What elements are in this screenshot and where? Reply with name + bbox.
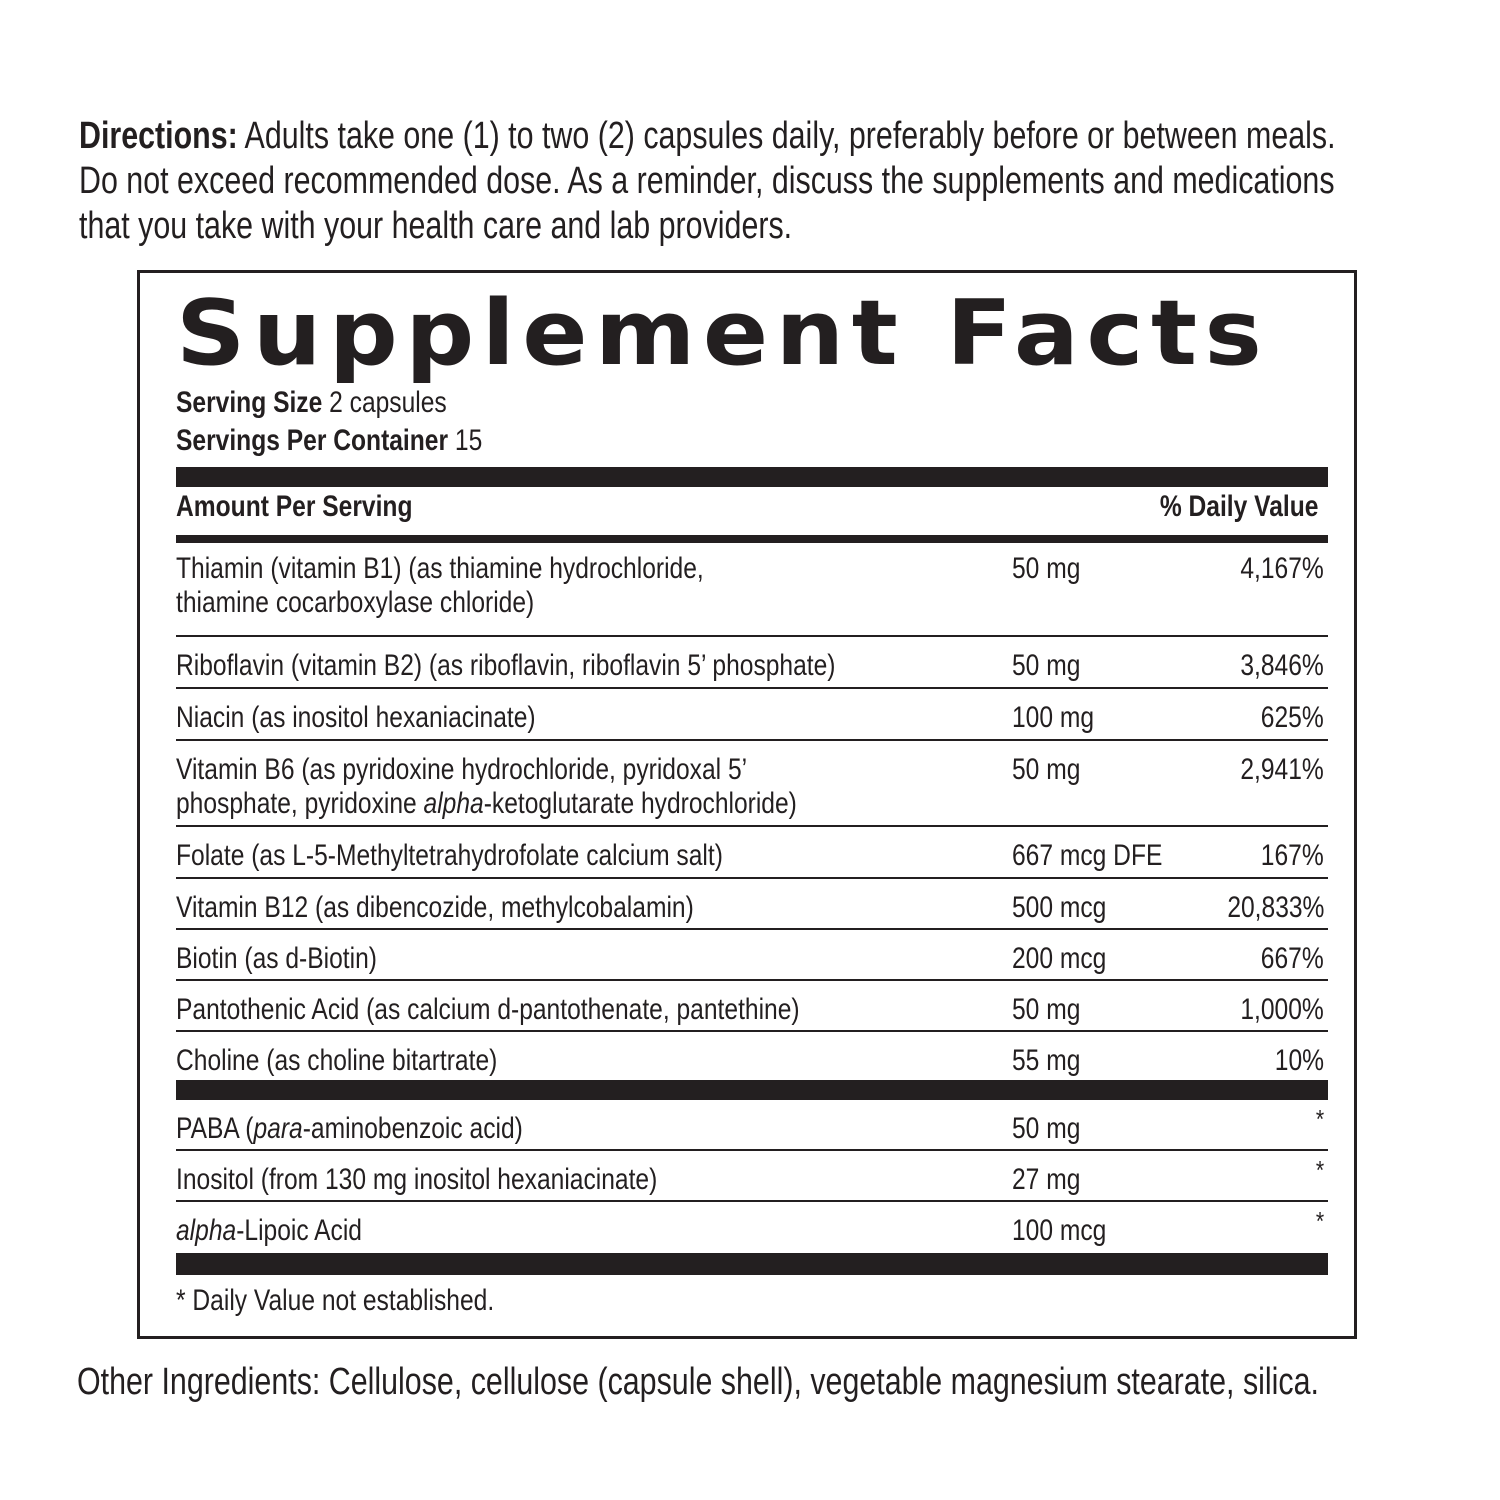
nutrient-dv: 625% — [1261, 701, 1324, 734]
nutrient-name-line: thiamine cocarboxylase chloride) — [176, 586, 535, 619]
nutrient-name-part: -ketoglutarate hydrochloride) — [483, 787, 797, 820]
nutrient-amount: 100 mg — [1012, 701, 1095, 734]
table-row — [176, 827, 1328, 879]
nutrient-amount: 50 mg — [1012, 753, 1081, 786]
nutrient-amount: 50 mg — [1012, 1112, 1081, 1145]
nutrient-name-line — [176, 787, 797, 821]
table-row — [176, 1100, 1328, 1151]
nutrient-dv: 2,941% — [1240, 753, 1324, 786]
servings-per-container-label: Servings Per Container — [176, 424, 449, 457]
other-ingredients-table — [176, 1100, 1328, 1252]
nutrient-name — [176, 1112, 523, 1146]
panel-title: Supplement Facts — [176, 281, 1270, 386]
nutrient-dv: 20,833% — [1226, 891, 1324, 924]
nutrient-name: Folate (as L-5-Methyltetrahydrofolate calcium salt) — [176, 839, 723, 872]
directions-line-1-text: Adults take one (1) to two (2) capsules daily, preferably before or between meals. — [237, 115, 1336, 157]
nutrient-amount: 50 mg — [1012, 649, 1081, 682]
nutrient-dv: 1,000% — [1240, 993, 1324, 1026]
directions-label: Directions: — [79, 115, 238, 157]
directions-text — [79, 114, 1487, 249]
nutrient-amount: 55 mg — [1012, 1044, 1081, 1077]
nutrient-name-line: Thiamin (vitamin B1) (as thiamine hydrochloride, — [176, 552, 704, 585]
directions-line-1 — [79, 114, 1487, 159]
serving-size — [176, 385, 447, 421]
other-ingredients: Other Ingredients: Cellulose, cellulose (capsule shell), vegetable magnesium stearate, silica. — [77, 1361, 1319, 1403]
nutrient-name — [176, 1214, 362, 1248]
nutrient-dv: 167% — [1261, 839, 1324, 872]
serving-size-label: Serving Size — [176, 386, 323, 419]
nutrient-table — [176, 540, 1328, 1079]
table-row — [176, 637, 1328, 689]
table-row — [176, 930, 1328, 981]
nutrient-dv: 667% — [1261, 942, 1324, 975]
table-row — [176, 879, 1328, 930]
directions-line-3: that you take with your health care and lab providers. — [79, 205, 793, 247]
thick-divider-top — [176, 467, 1328, 487]
nutrient-amount: 50 mg — [1012, 993, 1081, 1026]
nutrient-name-part: PABA ( — [176, 1112, 254, 1145]
nutrient-name-line: Vitamin B6 (as pyridoxine hydrochloride, pyridoxal 5’ — [176, 753, 748, 786]
table-row — [176, 1202, 1328, 1252]
nutrient-dv: 4,167% — [1240, 552, 1324, 585]
nutrient-name: Pantothenic Acid (as calcium d-pantothenate, pantethine) — [176, 993, 800, 1026]
nutrient-name-part: phosphate, pyridoxine — [176, 787, 424, 820]
nutrient-name: Riboflavin (vitamin B2) (as riboflavin, riboflavin 5’ phosphate) — [176, 649, 836, 682]
nutrient-name-part: -aminobenzoic acid) — [302, 1112, 523, 1145]
nutrient-amount: 50 mg — [1012, 552, 1081, 585]
table-row — [176, 1151, 1328, 1202]
serving-size-value: 2 capsules — [322, 386, 447, 419]
supplement-facts-panel — [137, 270, 1357, 1339]
nutrient-dv: * — [1315, 1155, 1324, 1185]
table-row — [176, 540, 1328, 637]
footnote: * Daily Value not established. — [176, 1284, 495, 1317]
daily-value-header: % Daily Value — [1159, 490, 1318, 523]
nutrient-dv: 3,846% — [1240, 649, 1324, 682]
nutrient-amount: 200 mcg — [1012, 942, 1107, 975]
nutrient-name — [176, 552, 704, 620]
nutrient-name: Biotin (as d-Biotin) — [176, 942, 377, 975]
table-row — [176, 1032, 1328, 1079]
nutrient-amount: 27 mg — [1012, 1163, 1081, 1196]
directions-line-2: Do not exceed recommended dose. As a reminder, discuss the supplements and medications — [79, 160, 1335, 202]
nutrient-name: Choline (as choline bitartrate) — [176, 1044, 498, 1077]
nutrient-name-italic: alpha — [423, 787, 484, 820]
nutrient-name — [176, 753, 797, 821]
amount-per-serving-header: Amount Per Serving — [176, 490, 413, 523]
nutrient-dv: * — [1315, 1104, 1324, 1134]
servings-per-container-value: 15 — [448, 424, 483, 457]
table-row — [176, 741, 1328, 827]
nutrient-dv: * — [1315, 1206, 1324, 1236]
servings-per-container — [176, 423, 482, 459]
nutrient-amount: 100 mcg — [1012, 1214, 1107, 1247]
nutrient-dv: 10% — [1274, 1044, 1324, 1077]
nutrient-name-italic: alpha — [176, 1214, 237, 1247]
nutrient-amount: 500 mcg — [1012, 891, 1107, 924]
thick-divider-bottom — [176, 1253, 1328, 1275]
nutrient-amount: 667 mcg DFE — [1012, 839, 1163, 872]
nutrient-name: Inositol (from 130 mg inositol hexaniacinate) — [176, 1163, 658, 1196]
nutrient-name: Niacin (as inositol hexaniacinate) — [176, 701, 536, 734]
table-row — [176, 981, 1328, 1032]
thick-divider-middle — [176, 1080, 1328, 1100]
nutrient-name-italic: para — [253, 1112, 303, 1145]
nutrient-name: Vitamin B12 (as dibencozide, methylcobalamin) — [176, 891, 694, 924]
nutrient-name-part: -Lipoic Acid — [236, 1214, 362, 1247]
table-row — [176, 689, 1328, 741]
